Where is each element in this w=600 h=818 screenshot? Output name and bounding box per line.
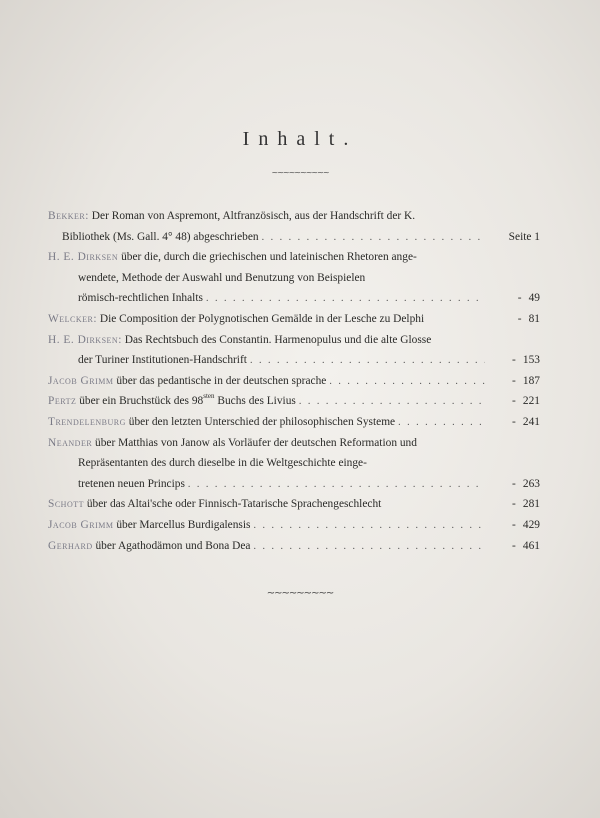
toc-line: [48, 309, 540, 330]
toc-author: Schott: [48, 498, 84, 511]
toc-title: Das Rechtsbuch des Constantin. Harmenopulus und die alte Glosse: [124, 333, 432, 346]
toc-line: [48, 391, 540, 412]
toc-title: über das pedantische in der deutschen sprache: [116, 374, 327, 387]
toc-title: über Marcellus Burdigalensis: [116, 518, 251, 531]
toc-title: tretenen neuen Princips: [78, 477, 185, 490]
toc-page: - 153: [512, 354, 540, 367]
toc-author: H. E. Dirksen: [48, 251, 119, 264]
toc-line: [48, 206, 540, 227]
toc-title: Der Roman von Aspremont, Altfranzösisch, aus der Handschrift der K.: [91, 210, 416, 222]
table-of-contents: [48, 206, 540, 556]
toc-title: über das Altai'sche oder Finnisch-Tatarische Sprachengeschlecht: [86, 498, 382, 511]
toc-title: Bibliothek (Ms. Gall. 4° 48) abgeschrieben: [62, 230, 259, 243]
leader-dots: [253, 516, 485, 537]
toc-page: - 187: [512, 374, 540, 387]
toc-title: über die, durch die griechischen und lateinischen Rhetoren ange-: [121, 251, 417, 264]
leader-dots: [254, 537, 486, 558]
page-title: Inhalt.: [242, 128, 358, 150]
leader-dots: [329, 372, 485, 393]
toc-line: [48, 474, 540, 495]
toc-page: - 221: [512, 395, 540, 408]
toc-page: - 49: [517, 292, 540, 305]
top-ornament: ~~~~~~~~~~: [271, 168, 329, 177]
toc-line: [48, 412, 540, 433]
toc-page: - 429: [512, 518, 540, 531]
toc-page: - 81: [517, 312, 540, 325]
toc-line: [48, 371, 540, 392]
toc-author: Jacob Grimm: [48, 374, 114, 387]
leader-dots: [262, 228, 485, 249]
toc-title: der Turiner Institutionen-Handschrift: [78, 354, 247, 367]
toc-line: [48, 350, 540, 371]
toc-line: [48, 227, 540, 248]
toc-author: Bekker:: [48, 210, 89, 222]
toc-title: wendete, Methode der Auswahl und Benutzung von Beispielen: [78, 271, 366, 284]
toc-title: Repräsentanten des durch dieselbe in die Weltgeschichte einge-: [78, 457, 367, 470]
toc-author: Welcker:: [48, 312, 98, 325]
toc-line: [48, 494, 540, 515]
toc-title: römisch-rechtlichen Inhalts: [78, 292, 203, 305]
leader-dots: [206, 289, 485, 310]
toc-title: über Matthias von Janow als Vorläufer der deutschen Reformation und: [95, 436, 417, 449]
toc-author: Jacob Grimm: [48, 518, 114, 531]
toc-line: [48, 268, 540, 289]
toc-author: H. E. Dirksen:: [48, 333, 122, 346]
toc-page: Seite 1: [508, 230, 540, 243]
toc-title: über den letzten Unterschied der philosophischen Systeme: [128, 415, 396, 428]
toc-page: - 263: [512, 477, 540, 490]
toc-line: [48, 247, 540, 268]
leader-dots: [299, 392, 485, 413]
toc-title: über Agathodämon und Bona Dea: [95, 539, 251, 552]
toc-line: [48, 433, 540, 454]
leader-dots: [188, 475, 485, 496]
toc-author: Neander: [48, 436, 93, 449]
toc-author: Pertz: [48, 395, 77, 408]
toc-title: über ein Bruchstück des $98^{sten}$ Buchs des Livius: [79, 392, 296, 408]
toc-author: Gerhard: [48, 539, 93, 552]
toc-line: [48, 330, 540, 351]
toc-title: Die Composition der Polygnotischen Gemälde in der Lesche zu Delphi: [99, 312, 425, 325]
toc-page: - 281: [512, 498, 540, 511]
bottom-ornament: ~~~~~~~~~: [266, 588, 334, 599]
toc-line: [48, 453, 540, 474]
toc-author: Trendelenburg: [48, 415, 126, 428]
toc-line: [48, 288, 540, 309]
toc-line: [48, 515, 540, 536]
leader-dots: [398, 413, 485, 434]
leader-dots: [250, 351, 485, 372]
toc-page: - 241: [512, 415, 540, 428]
toc-line: [48, 536, 540, 557]
toc-page: - 461: [512, 539, 540, 552]
